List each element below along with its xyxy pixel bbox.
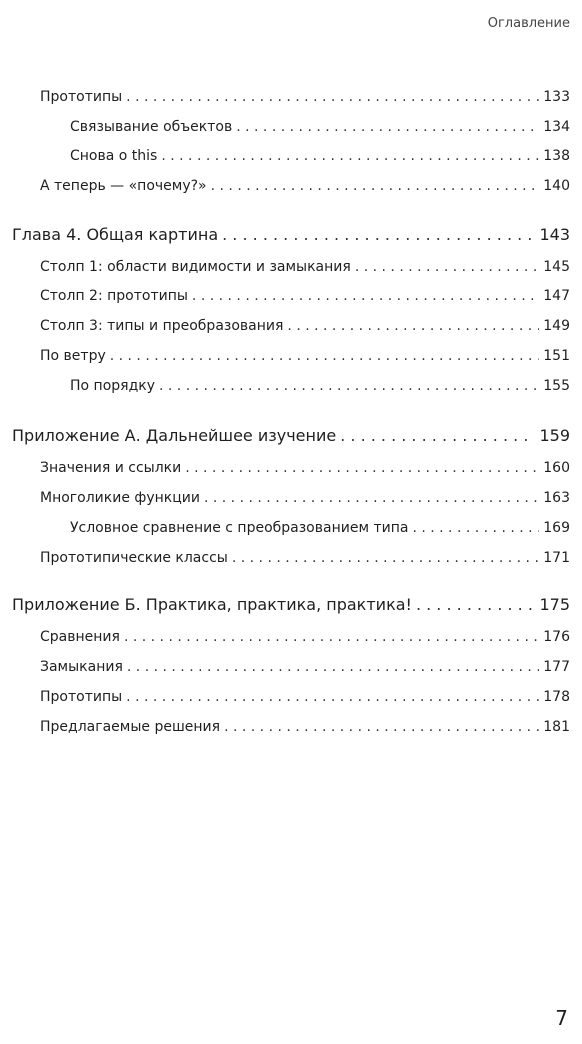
toc-entry[interactable] bbox=[40, 178, 570, 194]
dot-leader bbox=[192, 288, 539, 304]
page-number: 7 bbox=[555, 1006, 568, 1030]
toc-title: Столп 2: прототипы bbox=[40, 288, 188, 304]
toc-entry[interactable] bbox=[40, 348, 570, 364]
toc-page: 151 bbox=[543, 348, 570, 364]
toc-entry[interactable] bbox=[40, 659, 570, 675]
dot-leader bbox=[287, 318, 539, 334]
toc-entry[interactable] bbox=[40, 460, 570, 476]
toc-title: Глава 4. Общая картина bbox=[12, 225, 219, 244]
toc-page: 147 bbox=[543, 288, 570, 304]
toc-title: Значения и ссылки bbox=[40, 460, 182, 476]
toc-entry[interactable] bbox=[40, 550, 570, 566]
toc-entry[interactable] bbox=[12, 595, 570, 614]
toc-entry[interactable] bbox=[40, 259, 570, 275]
dot-leader bbox=[110, 348, 540, 364]
toc-page: 145 bbox=[543, 259, 570, 275]
toc-title: Сравнения bbox=[40, 629, 120, 645]
dot-leader bbox=[161, 148, 539, 164]
dot-leader bbox=[124, 629, 539, 645]
dot-leader bbox=[126, 689, 539, 705]
toc-title: Условное сравнение с преобразованием типа bbox=[70, 520, 409, 536]
toc-entry[interactable] bbox=[70, 119, 570, 135]
dot-leader bbox=[340, 426, 535, 445]
running-head: Оглавление bbox=[487, 16, 570, 31]
toc-page: 140 bbox=[543, 178, 570, 194]
dot-leader bbox=[236, 119, 539, 135]
toc-entry[interactable] bbox=[40, 288, 570, 304]
toc-page: 155 bbox=[543, 378, 570, 394]
toc-entry[interactable] bbox=[40, 719, 570, 735]
toc-title: Предлагаемые решения bbox=[40, 719, 221, 735]
dot-leader bbox=[355, 259, 539, 275]
toc-title: Приложение Б. Практика, практика, практика! bbox=[12, 595, 412, 614]
dot-leader bbox=[185, 460, 539, 476]
toc-title: Столп 1: области видимости и замыкания bbox=[40, 259, 351, 275]
toc-title: Прототипические классы bbox=[40, 550, 228, 566]
toc-page: 159 bbox=[539, 426, 570, 445]
dot-leader bbox=[204, 490, 539, 506]
toc-title: По порядку bbox=[70, 378, 155, 394]
toc-page: 176 bbox=[543, 629, 570, 645]
toc-entry[interactable] bbox=[70, 520, 570, 536]
toc-entry[interactable] bbox=[40, 490, 570, 506]
toc-page: 181 bbox=[543, 719, 570, 735]
toc-title: Многоликие функции bbox=[40, 490, 200, 506]
toc-page: 169 bbox=[543, 520, 570, 536]
toc-page: 171 bbox=[543, 550, 570, 566]
toc-page: 160 bbox=[543, 460, 570, 476]
toc-page: 149 bbox=[543, 318, 570, 334]
toc-page: 175 bbox=[539, 595, 570, 614]
toc-page: 163 bbox=[543, 490, 570, 506]
dot-leader bbox=[127, 659, 539, 675]
toc-title: По ветру bbox=[40, 348, 106, 364]
dot-leader bbox=[126, 89, 539, 105]
toc-page: 177 bbox=[543, 659, 570, 675]
toc-entry[interactable] bbox=[12, 225, 570, 244]
toc-title: Связывание объектов bbox=[70, 119, 233, 135]
toc-title: Приложение А. Дальнейшее изучение bbox=[12, 426, 337, 445]
toc-page: 138 bbox=[543, 148, 570, 164]
toc-title: А теперь — «почему?» bbox=[40, 178, 207, 194]
dot-leader bbox=[222, 225, 535, 244]
dot-leader bbox=[224, 719, 539, 735]
toc-page: 178 bbox=[543, 689, 570, 705]
toc-entry[interactable] bbox=[40, 629, 570, 645]
toc-page: 134 bbox=[543, 119, 570, 135]
dot-leader bbox=[232, 550, 539, 566]
toc-entry[interactable] bbox=[40, 689, 570, 705]
toc-entry[interactable] bbox=[12, 426, 570, 445]
dot-leader bbox=[412, 520, 539, 536]
toc-title: Замыкания bbox=[40, 659, 123, 675]
toc-entry[interactable] bbox=[40, 318, 570, 334]
toc-entry[interactable] bbox=[70, 378, 570, 394]
dot-leader bbox=[211, 178, 540, 194]
dot-leader bbox=[159, 378, 539, 394]
toc-entry[interactable] bbox=[40, 89, 570, 105]
toc-title: Столп 3: типы и преобразования bbox=[40, 318, 284, 334]
dot-leader bbox=[416, 595, 536, 614]
toc-page: 143 bbox=[539, 225, 570, 244]
toc-title: Снова о this bbox=[70, 148, 158, 164]
toc-page: 133 bbox=[543, 89, 570, 105]
toc-title: Прототипы bbox=[40, 689, 123, 705]
toc-title: Прототипы bbox=[40, 89, 123, 105]
toc-entry[interactable] bbox=[70, 148, 570, 164]
